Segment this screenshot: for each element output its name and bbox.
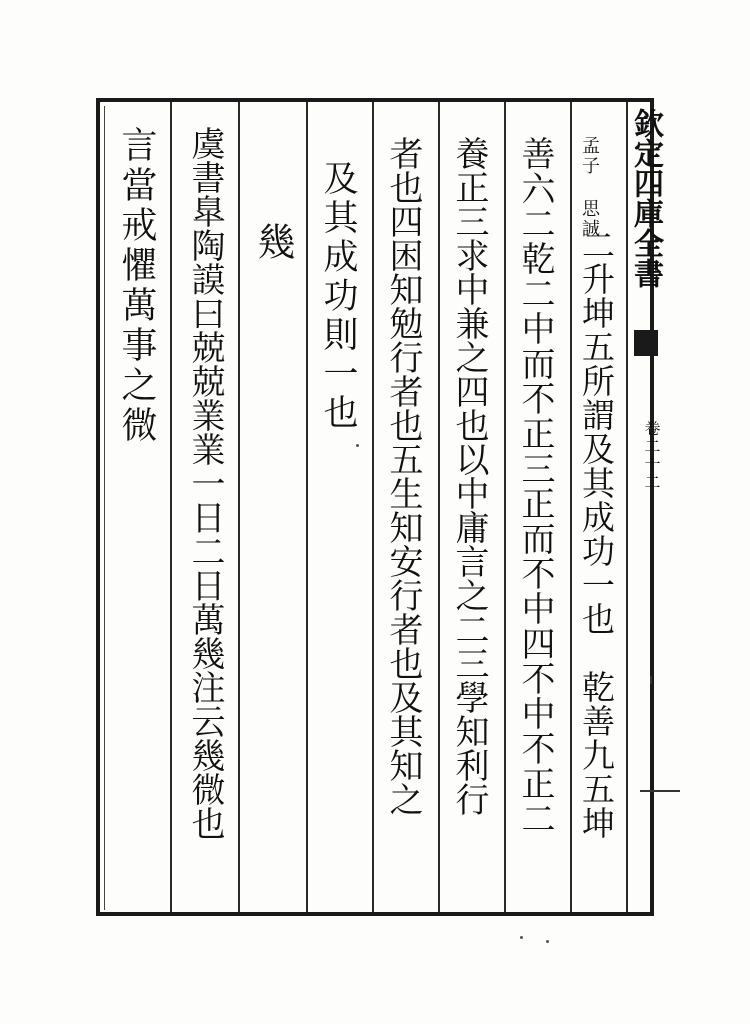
column-rule xyxy=(438,102,440,912)
text-column: 及其成功則一也 xyxy=(318,160,358,433)
text-column: 虞書臯陶謨曰兢兢業業一日二日萬幾注云幾微也 xyxy=(185,126,225,840)
book-title: 欽定四庫全書 xyxy=(628,108,663,288)
text-column: 養正三求中兼之四也以中庸言之二三學知利行 xyxy=(449,136,489,816)
text-column: 善六二乾二中而不正三正而不中四不中不正二 xyxy=(515,136,555,836)
column-rule xyxy=(170,102,172,912)
column-rule xyxy=(570,102,572,912)
column-rule xyxy=(306,102,308,912)
text-column: 言當戒懼萬事之微 xyxy=(116,126,157,446)
entry-heading: 幾 xyxy=(251,222,295,264)
text-column: 二升坤五所謂及其成功一也 乾善九五坤 xyxy=(577,228,616,840)
ink-speck xyxy=(356,444,359,447)
column-rule xyxy=(504,102,506,912)
text-column: 者也四困知勉行者也五生知安行者也及其知之 xyxy=(383,136,423,816)
column-rule xyxy=(372,102,374,912)
margin-tick xyxy=(640,790,680,792)
margin-mark xyxy=(650,676,652,684)
ink-speck xyxy=(520,936,523,939)
fish-tail-mark xyxy=(634,330,658,356)
volume-label: 卷二十二 xyxy=(642,420,661,492)
ink-speck xyxy=(546,940,549,943)
column-rule xyxy=(238,102,240,912)
annotation-note: 孟子 思誠 xyxy=(579,136,600,239)
inner-border-line xyxy=(104,106,105,910)
